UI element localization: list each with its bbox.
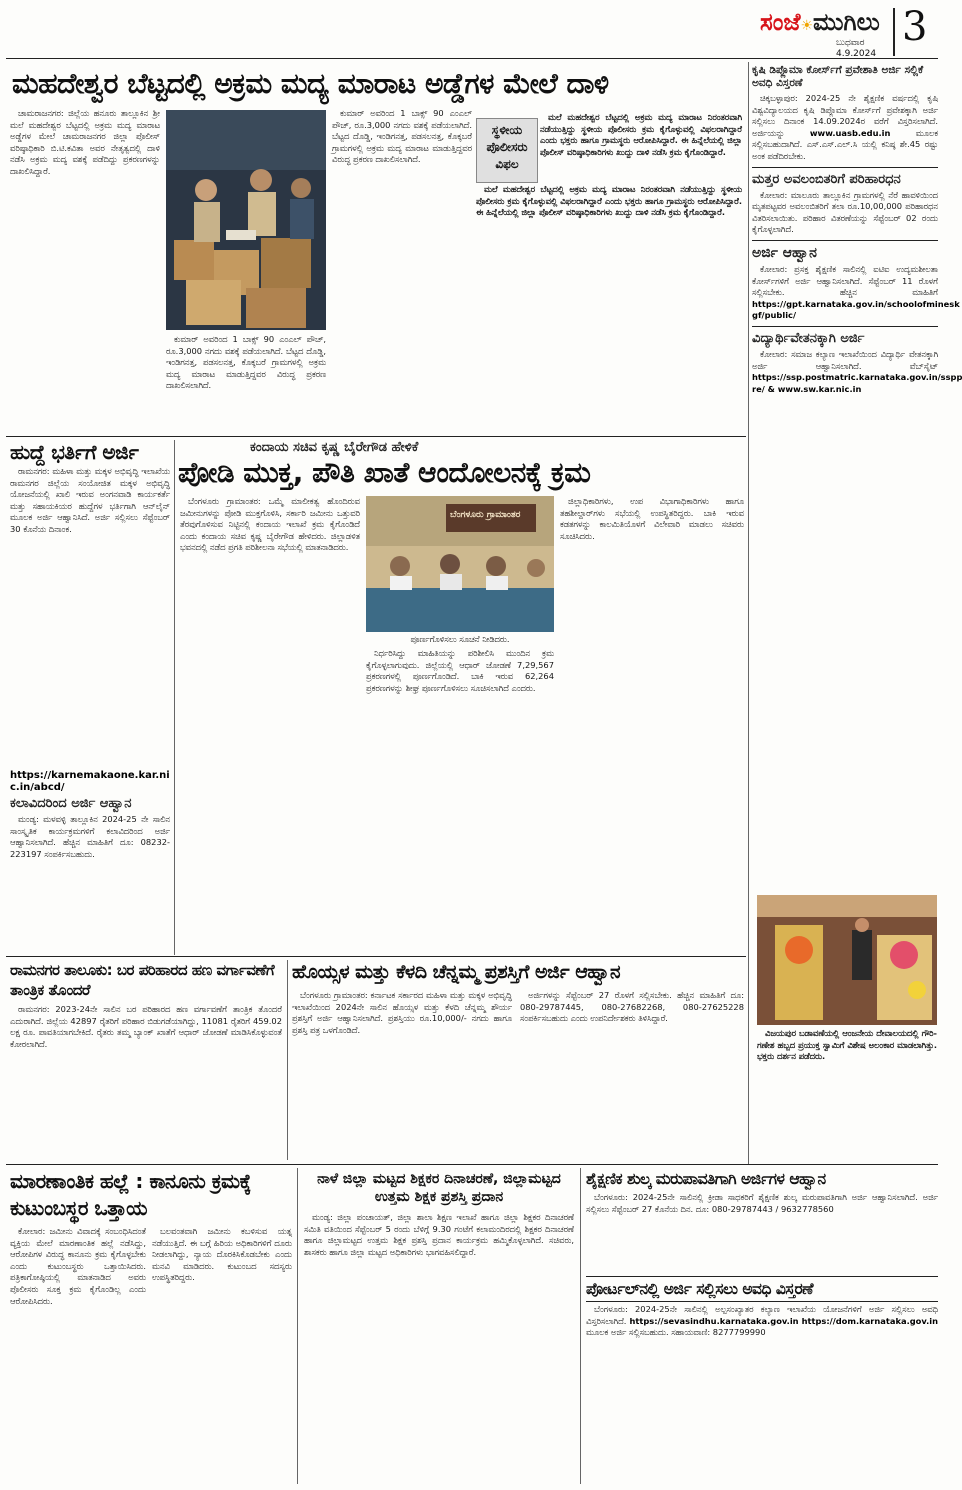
relief-text: ಕೋಲಾರ: ಮಾಲೂರು ತಾಲ್ಲೂಕಿನ ಗ್ರಾಮಗಳಲ್ಲಿ ನೆರೆ ಹಾವಳಿಯಿಂದ ಮೃತಪಟ್ಟವರ ಅವಲಂಬಿತರಿಗೆ ತಲಾ ರೂ.10,00,000 ಪರಿಹಾರಧನ ವಿತರಿಸಲಾಯಿತು. ಪರಿಹಾರ ವಿತರಣೆಯನ್ನು ಸೆಪ್ಟೆಂಬರ್ 02 ರಂದು ಕೈಗೊಳ್ಳಲಾಗಿದೆ. (752, 189, 938, 235)
lead-col1: ಚಾಮರಾಜನಗರ: ಜಿಲ್ಲೆಯ ಹನೂರು ತಾಲ್ಲೂಕಿನ ಶ್ರೀ ಮಲೆ ಮಹದೇಶ್ವರ ಬೆಟ್ಟದಲ್ಲಿ ಅಕ್ರಮ ಮದ್ಯ ಮಾರಾಟ ಅಡ್ಡೆಗಳ ಮೇಲೆ ಚಾಮರಾಜನಗರ ಜಿಲ್ಲಾ ಪೊಲೀಸ್ ವರಿಷ್ಠಾಧಿಕಾರಿ ಬಿ.ಟಿ.ಕವಿತಾ ಅವರ ನೇತೃತ್ವದಲ್ಲಿ ದಾಳಿ ನಡೆಸಿ ಅಕ್ರಮ ಮದ್ಯ ವಶಕ್ಕೆ ಪಡೆದಿದ್ದು ಪ್ರಕರಣಗಳನ್ನು ದಾಖಲಿಸಿದ್ದಾರೆ. (10, 108, 160, 176)
meeting-photo (366, 496, 554, 632)
logo: ಸಂಜೆ☀ಮುಗಿಲು (760, 8, 880, 36)
lead-col3: ಮಲೆ ಮಹದೇಶ್ವರ ಬೆಟ್ಟದಲ್ಲಿ ಅಕ್ರಮ ಮದ್ಯ ಮಾರಾಟ ನಿರಂತರವಾಗಿ ನಡೆಯುತ್ತಿದ್ದು ಸ್ಥಳೀಯ ಪೊಲೀಸರು ಕ್ರಮ ಕೈಗೊಳ್ಳುವಲ್ಲಿ ವಿಫಲರಾಗಿದ್ದಾರೆ ಎಂದು ಭಕ್ತರು ಹಾಗೂ ಗ್ರಾಮಸ್ಥರು ಆರೋಪಿಸಿದ್ದಾರೆ. ಈ ಹಿನ್ನೆಲೆಯಲ್ಲಿ ಜಿಲ್ಲಾ ಪೊಲೀಸ್ ವರಿಷ್ಠಾಧಿಕಾರಿಗಳು ಖುದ್ದು ದಾಳಿ ನಡೆಸಿ ಕ್ರಮ ಕೈಗೊಂಡಿದ್ದಾರೆ. (476, 184, 742, 218)
assault-headline: ಮಾರಣಾಂತಿಕ ಹಲ್ಲೆ : ಕಾನೂನು ಕ್ರಮಕ್ಕೆ ಕುಟುಂಬಸ್ಥರ ಒತ್ತಾಯ (10, 1169, 251, 1220)
issue-date: 4.9.2024 (836, 49, 877, 59)
teachers-divider (580, 1168, 581, 1484)
teachers-headline: ನಾಳೆ ಜಿಲ್ಲಾ ಮಟ್ಟದ ಶಿಕ್ಷಕರ ದಿನಾಚರಣೆ, ಜಿಲ್ಲಾಮಟ್ಟದ ಉತ್ತಮ ಶಿಕ್ಷಕ ಪ್ರಶಸ್ತಿ ಪ್ರದಾನ (317, 1171, 561, 1205)
artists-text: ಮಂಡ್ಯ: ಮಳವಳ್ಳಿ ತಾಲ್ಲೂಕಿನ 2024-25 ನೇ ಸಾಲಿನ ಸಾಂಸ್ಕೃತಿಕ ಕಾರ್ಯಕ್ರಮಗಳಿಗೆ ಕಲಾವಿದರಿಂದ ಅರ್ಜಿ ಆಹ್ವಾನಿಸಲಾಗಿದೆ. ಹೆಚ್ಚಿನ ಮಾಹಿತಿಗೆ ದೂ: 08232-223197 ಸಂಪರ್ಕಿಸಬಹುದು. (10, 814, 170, 859)
temple-caption: ವಿಜಯಪುರ ಬಡಾವಣೆಯಲ್ಲಿ ಆಂಜನೇಯ ದೇವಾಲಯದಲ್ಲಿ ಗೌರಿ-ಗಣೇಶ ಹಬ್ಬದ ಪ್ರಯುಕ್ತ ಸ್ವಾಮಿಗೆ ವಿಶೇಷ ಅಲಂಕಾರ ಮಾಡಲಾಗಿತ್ತು. ಭಕ್ತರು ದರ್ಶನ ಪಡೆದರು. (757, 1028, 937, 1062)
section-divider (752, 326, 938, 327)
lead-col3-top: ಮಲೆ ಮಹದೇಶ್ವರ ಬೆಟ್ಟದಲ್ಲಿ ಅಕ್ರಮ ಮದ್ಯ ಮಾರಾಟ ನಿರಂತರವಾಗಿ ನಡೆಯುತ್ತಿದ್ದು ಸ್ಥಳೀಯ ಪೊಲೀಸರು ಕ್ರಮ ಕೈಗೊಳ್ಳುವಲ್ಲಿ ವಿಫಲರಾಗಿದ್ದಾರೆ ಎಂದು ಭಕ್ತರು ಹಾಗೂ ಗ್ರಾಮಸ್ಥರು ಆರೋಪಿಸಿದ್ದಾರೆ. ಈ ಹಿನ್ನೆಲೆಯಲ್ಲಿ ಜಿಲ್ಲಾ ಪೊಲೀಸ್ ವರಿಷ್ಠಾಧಿಕಾರಿಗಳು ಖುದ್ದು ದಾಳಿ ನಡೆಸಿ ಕ್ರಮ ಕೈಗೊಂಡಿದ್ದಾರೆ. (540, 112, 742, 157)
assault-divider (297, 1168, 298, 1484)
meeting-photo-caption: ಪೂರ್ಣಗೊಳಿಸಲು ಸೂಚನೆ ನೀಡಿದರು. (410, 634, 510, 644)
scholarship-headline: ವಿದ್ಯಾರ್ಥಿವೇತನಕ್ಕಾಗಿ ಅರ್ಜಿ (752, 330, 865, 346)
portal-headline-box (586, 1276, 938, 1302)
jobs-divider (174, 440, 175, 955)
jobs-headline: ಹುದ್ದೆ ಭರ್ತಿಗೆ ಅರ್ಜಿ (10, 440, 139, 464)
section-divider (752, 240, 938, 241)
center-col2: ನಿರ್ಧರಿಸಿದ್ದು ಮಾಹಿತಿಯನ್ನು ಪರಿಶೀಲಿಸಿ ಮುಂದಿನ ಕ್ರಮ ಕೈಗೊಳ್ಳಲಾಗುವುದು. ಜಿಲ್ಲೆಯಲ್ಲಿ ಆಧಾರ್ ಜೋಡಣೆ 7,29,567 ಪ್ರಕರಣಗಳಲ್ಲಿ ಪೂರ್ಣಗೊಂಡಿದೆ. ಬಾಕಿ ಇರುವ 62,264 ಪ್ರಕರಣಗಳನ್ನು ಶೀಘ್ರ ಪೂರ್ಣಗೊಳಿಸಲು ಸೂಚಿಸಲಾಗಿದೆ ಎಂದರು. (366, 648, 554, 693)
assault-col1: ಕೋಲಾರ: ಜಮೀನು ವಿವಾದಕ್ಕೆ ಸಂಬಂಧಿಸಿದಂತೆ ವ್ಯಕ್ತಿಯ ಮೇಲೆ ಮಾರಣಾಂತಿಕ ಹಲ್ಲೆ ನಡೆಸಿದ್ದು, ಆರೋಪಿಗಳ ವಿರುದ್ಧ ಕಾನೂನು ಕ್ರಮ ಕೈಗೊಳ್ಳಬೇಕು ಎಂದು ಕುಟುಂಬಸ್ಥರು ಒತ್ತಾಯಿಸಿದರು. ಪತ್ರಿಕಾಗೋಷ್ಠಿಯಲ್ಲಿ ಮಾತನಾಡಿದ ಅವರು ಪೊಲೀಸರು ಸೂಕ್ತ ಕ್ರಮ ಕೈಗೊಂಡಿಲ್ಲ ಎಂದು ಆರೋಪಿಸಿದರು. (10, 1226, 146, 1306)
application-link[interactable]: https://gpt.karnataka.gov.in/schoolofminesk gf/public/ (752, 298, 960, 321)
portal-text: ಬೆಂಗಳೂರು: 2024-25ನೇ ಸಾಲಿನಲ್ಲಿ ಅಲ್ಪಸಂಖ್ಯಾತರ ಕಲ್ಯಾಣ ಇಲಾಖೆಯ ಯೋಜನೆಗಳಿಗೆ ಅರ್ಜಿ ಸಲ್ಲಿಸಲು ಅವಧಿ ವಿಸ್ತರಿಸಲಾಗಿದೆ. https://sevasindhu.karnataka.gov.in https://dom.karnataka.gov.in ಮೂಲಕ ಅರ್ಜಿ ಸಲ್ಲಿಸಬಹುದು. ಸಹಾಯವಾಣಿ: 8277799990 (586, 1304, 938, 1338)
center-headline: ಪೋಡಿ ಮುಕ್ತ, ಪೌತಿ ಖಾತೆ ಆಂದೋಲನಕ್ಕೆ ಕ್ರಮ (178, 456, 591, 489)
scholarship-text: ಕೋಲಾರ: ಸಮಾಜ ಕಲ್ಯಾಣ ಇಲಾಖೆಯಿಂದ ವಿದ್ಯಾರ್ಥಿ ವೇತನಕ್ಕಾಗಿ ಅರ್ಜಿ ಆಹ್ವಾನಿಸಲಾಗಿದೆ. ವೆಬ್‌ಸೈಟ್ https://ssp.postmatric.karnataka.gov.in/sspp re/ & www.sw.kar.nic.in (752, 348, 962, 394)
jobs-text: ರಾಮನಗರ: ಮಹಿಳಾ ಮತ್ತು ಮಕ್ಕಳ ಅಭಿವೃದ್ಧಿ ಇಲಾಖೆಯ ರಾಮನಗರ ಜಿಲ್ಲೆಯ ಸಂಯೋಜಿತ ಮಕ್ಕಳ ಅಭಿವೃದ್ಧಿ ಯೋಜನೆಯಲ್ಲಿ ಖಾಲಿ ಇರುವ ಅಂಗನವಾಡಿ ಕಾರ್ಯಕರ್ತೆ ಮತ್ತು ಸಹಾಯಕಿಯರ ಹುದ್ದೆಗಳ ಭರ್ತಿಗಾಗಿ ಆನ್‌ಲೈನ್ ಮೂಲಕ ಅರ್ಜಿ ಆಹ್ವಾನಿಸಿದೆ. ಅರ್ಜಿ ಸಲ್ಲಿಸಲು ಸೆಪ್ಟೆಂಬರ್ 30 ಕೊನೆಯ ದಿನಾಂಕ. (10, 466, 170, 534)
page-number: 3 (902, 4, 928, 50)
relief-headline: ಮತ್ತರ ಅವಲಂಬಿತರಿಗೆ ಪರಿಹಾರಧನ (752, 171, 901, 187)
awards-headline: ಹೊಯ್ಸಳ ಮತ್ತು ಕೆಳದಿ ಚೆನ್ನಮ್ಮ ಪ್ರಶಸ್ತಿಗೆ ಅರ್ಜಿ ಆಹ್ವಾನ (292, 961, 621, 983)
temple-photo (757, 895, 937, 1025)
lead-headline: ಮಹದೇಶ್ವರ ಬೆಟ್ಟದಲ್ಲಿ ಅಕ್ರಮ ಮದ್ಯ ಮಾರಾಟ ಅಡ್ಡೆಗಳ ಮೇಲೆ ದಾಳಿ (12, 67, 609, 100)
bottom-rule (6, 1164, 938, 1165)
lead-col2-below-photo: ಕುಮಾರ್ ಅವರಿಂದ 1 ಬಾಕ್ಸ್ 90 ಎಂಎಲ್ ಪೌಚ್, ರೂ.3,000 ನಗದು ವಶಕ್ಕೆ ಪಡೆಯಲಾಗಿದೆ. ಬೆಟ್ಟದ ದೊಡ್ಡಿ, ಇಂಡಿಗನತ್ತ, ಪಡಸಲನತ್ತ, ಕೊಕ್ಕಬರೆ ಗ್ರಾಮಗಳಲ್ಲಿ ಅಕ್ರಮ ಮದ್ಯ ಮಾರಾಟ ಮಾಡುತ್ತಿದ್ದವರ ವಿರುದ್ಧ ಪ್ರಕರಣ ದಾಖಲಿಸಲಾಗಿದೆ. (166, 334, 326, 391)
awards-col2: ಅರ್ಜಿಗಳನ್ನು ಸೆಪ್ಟೆಂಬರ್ 27 ರೊಳಗೆ ಸಲ್ಲಿಸಬೇಕು. ಹೆಚ್ಚಿನ ಮಾಹಿತಿಗೆ ದೂ: 080-29787445, 080-27682268, 080-27625228 ಸಂಪರ್ಕಿಸಬಹುದು ಎಂದು ಉಪನಿರ್ದೇಶಕರು ತಿಳಿಸಿದ್ದಾರೆ. (520, 990, 744, 1024)
application-headline: ಅರ್ಜಿ ಆಹ್ವಾನ (752, 244, 817, 261)
lead-bottom-rule (6, 436, 746, 437)
raid-photo-illustration (166, 110, 326, 330)
masthead-rule (6, 58, 938, 59)
section-divider (752, 167, 938, 168)
lead-badge: ಸ್ಥಳೀಯ ಪೊಲೀಸರು ವಿಫಲ (476, 118, 538, 183)
lead-photo (166, 110, 326, 330)
issue-day: ಬುಧವಾರ (836, 38, 865, 48)
assault-col2: ಬಲವಂತವಾಗಿ ಜಮೀನು ಕಬಳಿಸುವ ಯತ್ನ ನಡೆಯುತ್ತಿದೆ. ಈ ಬಗ್ಗೆ ಹಿರಿಯ ಅಧಿಕಾರಿಗಳಿಗೆ ದೂರು ನೀಡಲಾಗಿದ್ದು, ನ್ಯಾಯ ದೊರಕಿಸಿಕೊಡಬೇಕು ಎಂದು ಮನವಿ ಮಾಡಿದರು. ಕುಟುಂಬದ ಸದಸ್ಯರು ಉಪಸ್ಥಿತರಿದ್ದರು. (152, 1226, 292, 1283)
center-col3: ಜಿಲ್ಲಾಧಿಕಾರಿಗಳು, ಉಪ ವಿಭಾಗಾಧಿಕಾರಿಗಳು ಹಾಗೂ ತಹಶೀಲ್ದಾರ್‌ಗಳು ಸಭೆಯಲ್ಲಿ ಉಪಸ್ಥಿತರಿದ್ದರು. ಬಾಕಿ ಇರುವ ಕಡತಗಳನ್ನು ಕಾಲಮಿತಿಯೊಳಗೆ ವಿಲೇವಾರಿ ಮಾಡಲು ಸಚಿವರು ಸೂಚಿಸಿದರು. (560, 496, 744, 541)
center-kicker: ಕಂದಾಯ ಸಚಿವ ಕೃಷ್ಣ ಬೈರೇಗೌಡ ಹೇಳಿಕೆ (250, 440, 419, 455)
center-col1: ಬೆಂಗಳೂರು ಗ್ರಾಮಾಂತರ: ಒಮ್ಮೆ ಮಾಲೀಕತ್ವ ಹೊಂದಿರುವ ಜಮೀನುಗಳನ್ನು ಪೋಡಿ ಮುಕ್ತಗೊಳಿಸಿ, ಸರ್ಕಾರಿ ಜಮೀನು ಒತ್ತುವರಿ ತೆರವುಗೊಳಿಸುವ ನಿಟ್ಟಿನಲ್ಲಿ ಕಂದಾಯ ಇಲಾಖೆ ಕ್ರಮ ಕೈಗೊಂಡಿದೆ ಎಂದು ಕಂದಾಯ ಸಚಿವ ಕೃಷ್ಣ ಬೈರೇಗೌಡ ಹೇಳಿದರು. ಜಿಲ್ಲಾಡಳಿತ ಭವನದಲ್ಲಿ ನಡೆದ ಪ್ರಗತಿ ಪರಿಶೀಲನಾ ಸಭೆಯಲ್ಲಿ ಮಾತನಾಡಿದರು. (180, 496, 360, 553)
artists-headline: ಕಲಾವಿದರಿಂದ ಅರ್ಜಿ ಆಹ್ವಾನ (10, 796, 132, 811)
application-text: ಕೋಲಾರ: ಪ್ರಸಕ್ತ ಶೈಕ್ಷಣಿಕ ಸಾಲಿನಲ್ಲಿ ಐಟಿಐ ಉದ್ಯಮಶೀಲತಾ ಕೋರ್ಸ್‌ಗಳಿಗೆ ಅರ್ಜಿ ಆಹ್ವಾನಿಸಲಾಗಿದೆ. ಸೆಪ್ಟೆಂಬರ್ 11 ರೊಳಗೆ ಸಲ್ಲಿಸಬೇಕು. ಹೆಚ್ಚಿನ ಮಾಹಿತಿಗೆ https://gpt.karnataka.gov.in/schoolofminesk gf/public/ (752, 263, 960, 321)
agri-diploma-headline: ಕೃಷಿ ಡಿಪ್ಲೊಮಾ ಕೋರ್ಸ್‌ಗೆ ಪ್ರವೇಶಾತಿ ಅರ್ಜಿ ಸಲ್ಲಿಕೆ ಅವಧಿ ವಿಸ್ತರಣೆ (752, 64, 924, 89)
scholarship-link[interactable]: https://ssp.postmatric.karnataka.gov.in/sspp re/ & www.sw.kar.nic.in (752, 372, 962, 394)
meeting-photo-label: ಬೆಂಗಳೂರು ಗ್ರಾಮಾಂತರ (450, 510, 521, 520)
portal-headline: ಪೋರ್ಟಲ್‌ನಲ್ಲಿ ಅರ್ಜಿ ಸಲ್ಲಿಸಲು ಅವಧಿ ವಿಸ್ತರಣೆ (586, 1280, 813, 1298)
awards-col1: ಬೆಂಗಳೂರು ಗ್ರಾಮಾಂತರ: ಕರ್ನಾಟಕ ಸರ್ಕಾರದ ಮಹಿಳಾ ಮತ್ತು ಮಕ್ಕಳ ಅಭಿವೃದ್ಧಿ ಇಲಾಖೆಯಿಂದ 2024ನೇ ಸಾಲಿನ ಹೊಯ್ಸಳ ಮತ್ತು ಕೆಳದಿ ಚೆನ್ನಮ್ಮ ಶೌರ್ಯ ಪ್ರಶಸ್ತಿಗೆ ಅರ್ಜಿ ಆಹ್ವಾನಿಸಲಾಗಿದೆ. ಪ್ರಶಸ್ತಿಯು ರೂ.10,000/- ನಗದು ಹಾಗೂ ಪ್ರಶಸ್ತಿ ಪತ್ರ ಒಳಗೊಂಡಿದೆ. (292, 990, 512, 1035)
jobs-link[interactable]: https://karnemakaone.kar.nic.in/abcd/ (10, 770, 170, 793)
mid-rule (6, 956, 746, 957)
lead-col2: ಕುಮಾರ್ ಅವರಿಂದ 1 ಬಾಕ್ಸ್ 90 ಎಂಎಲ್ ಪೌಚ್, ರೂ.3,000 ನಗದು ವಶಕ್ಕೆ ಪಡೆಯಲಾಗಿದೆ. ಬೆಟ್ಟದ ದೊಡ್ಡಿ, ಇಂಡಿಗನತ್ತ, ಪಡಸಲನತ್ತ, ಕೊಕ್ಕಬರೆ ಗ್ರಾಮಗಳಲ್ಲಿ ಅಕ್ರಮ ಮದ್ಯ ಮಾರಾಟ ಮಾಡುತ್ತಿದ್ದವರ ವಿರುದ್ಧ ಪ್ರಕರಣ ದಾಖಲಿಸಲಾಗಿದೆ. (332, 108, 472, 165)
dom-link[interactable]: https://dom.karnataka.gov.in (801, 1315, 938, 1326)
drought-divider (287, 960, 288, 1160)
teachers-text: ಮಂಡ್ಯ: ಜಿಲ್ಲಾ ಪಂಚಾಯತ್, ಜಿಲ್ಲಾ ಶಾಲಾ ಶಿಕ್ಷಣ ಇಲಾಖೆ ಹಾಗೂ ಜಿಲ್ಲಾ ಶಿಕ್ಷಕರ ದಿನಾಚರಣೆ ಸಮಿತಿ ವತಿಯಿಂದ ಸೆಪ್ಟೆಂಬರ್ 5 ರಂದು ಬೆಳಿಗ್ಗೆ 9.30 ಗಂಟೆಗೆ ಕಲಾಮಂದಿರದಲ್ಲಿ ಶಿಕ್ಷಕರ ದಿನಾಚರಣೆ ಹಾಗೂ ಜಿಲ್ಲಾಮಟ್ಟದ ಉತ್ತಮ ಶಿಕ್ಷಕ ಪ್ರಶಸ್ತಿ ಪ್ರದಾನ ಕಾರ್ಯಕ್ರಮ ಹಮ್ಮಿಕೊಳ್ಳಲಾಗಿದೆ. ಸಚಿವರು, ಶಾಸಕರು ಹಾಗೂ ಜಿಲ್ಲಾ ಮಟ್ಟದ ಅಧಿಕಾರಿಗಳು ಭಾಗವಹಿಸಲಿದ್ದಾರೆ. (304, 1212, 574, 1257)
agri-diploma-text: ಚಿಕ್ಕಬಳ್ಳಾಪುರ: 2024-25 ನೇ ಶೈಕ್ಷಣಿಕ ವರ್ಷದಲ್ಲಿ ಕೃಷಿ ವಿಶ್ವವಿದ್ಯಾಲಯದ ಕೃಷಿ ಡಿಪ್ಲೊಮಾ ಕೋರ್ಸ್‌ಗೆ ಪ್ರವೇಶಕ್ಕಾಗಿ ಅರ್ಜಿ ಸಲ್ಲಿಸಲು ದಿನಾಂಕ 14.09.2024ರ ವರೆಗೆ ವಿಸ್ತರಿಸಲಾಗಿದೆ. ಅರ್ಜಿಯನ್ನು www.uasb.edu.in ಮೂಲಕ ಸಲ್ಲಿಸಬಹುದಾಗಿದೆ. ಎಸ್.ಎಸ್.ಎಲ್.ಸಿ ಯಲ್ಲಿ ಕನಿಷ್ಠ ಶೇ.45 ರಷ್ಟು ಅಂಕ ಪಡೆದಿರಬೇಕು. (752, 93, 938, 161)
right-column-divider (748, 62, 749, 1164)
fees-text: ಬೆಂಗಳೂರು: 2024-25ನೇ ಸಾಲಿನಲ್ಲಿ ಕ್ರೀಡಾ ಸಾಧಕರಿಗೆ ಶೈಕ್ಷಣಿಕ ಶುಲ್ಕ ಮರುಪಾವತಿಗಾಗಿ ಅರ್ಜಿ ಆಹ್ವಾನಿಸಲಾಗಿದೆ. ಅರ್ಜಿ ಸಲ್ಲಿಸಲು ಸೆಪ್ಟೆಂಬರ್ 27 ಕೊನೆಯ ದಿನ. ದೂ: 080-29787443 / 9632778560 (586, 1192, 938, 1214)
drought-headline: ರಾಮನಗರ ತಾಲೂಕು: ಬರ ಪರಿಹಾರದ ಹಣ ವರ್ಗಾವಣೆಗೆ ತಾಂತ್ರಿಕ ತೊಂದರೆ (10, 961, 275, 999)
agri-diploma-link[interactable]: www.uasb.edu.in (809, 127, 891, 138)
fees-headline: ಶೈಕ್ಷಣಿಕ ಶುಲ್ಕ ಮರುಪಾವತಿಗಾಗಿ ಅರ್ಜಿಗಳ ಆಹ್ವಾನ (586, 1170, 826, 1188)
page-number-divider (893, 8, 895, 56)
drought-text: ರಾಮನಗರ: 2023-24ನೇ ಸಾಲಿನ ಬರ ಪರಿಹಾರದ ಹಣ ವರ್ಗಾವಣೆಗೆ ತಾಂತ್ರಿಕ ತೊಂದರೆ ಎದುರಾಗಿದೆ. ಜಿಲ್ಲೆಯ 42897 ರೈತರಿಗೆ ಪರಿಹಾರ ಬಿಡುಗಡೆಯಾಗಿದ್ದು, 11081 ರೈತರಿಗೆ 459.02 ಲಕ್ಷ ರೂ. ಪಾವತಿಯಾಗಬೇಕಿದೆ. ರೈತರು ತಮ್ಮ ಬ್ಯಾಂಕ್ ಖಾತೆಗೆ ಆಧಾರ್ ಜೋಡಣೆ ಮಾಡಿಸಿಕೊಳ್ಳುವಂತೆ ಕೋರಲಾಗಿದೆ. (10, 1004, 282, 1049)
masthead (752, 6, 938, 58)
temple-photo-illustration (757, 895, 937, 1025)
sevasindhu-link[interactable]: https://sevasindhu.karnataka.gov.in (629, 1315, 799, 1326)
